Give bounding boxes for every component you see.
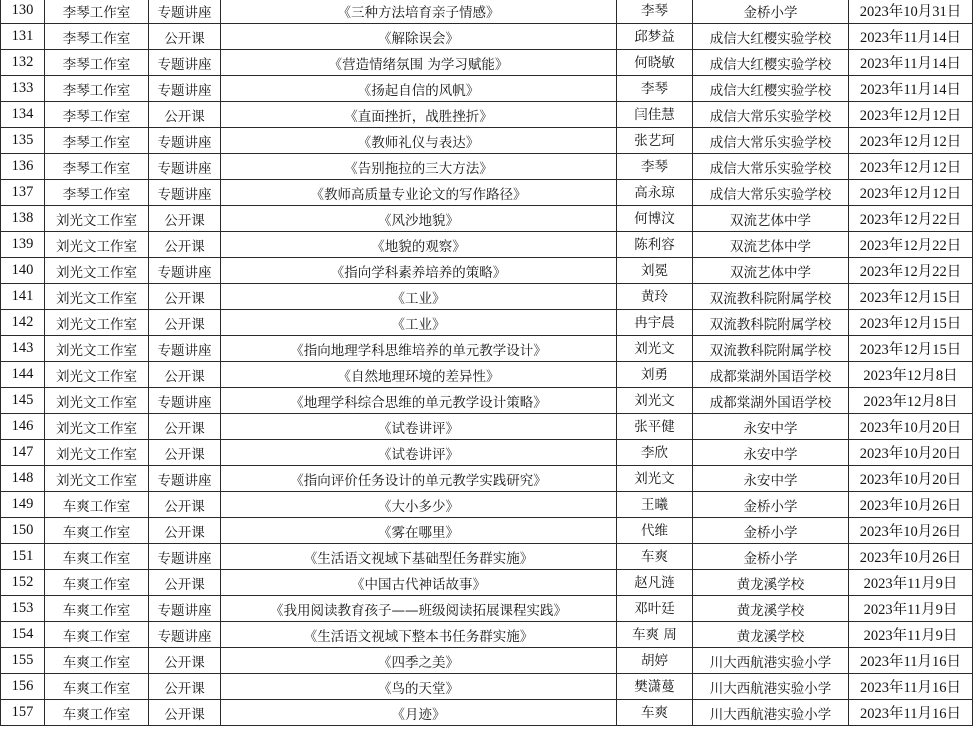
studio-cell: 刘光文工作室: [45, 440, 149, 466]
table-row: [1, 284, 973, 310]
teacher-cell: [617, 336, 693, 362]
teacher-cell: [617, 24, 693, 50]
date-cell: 2023年12月15日: [849, 336, 973, 362]
school-cell: 成信大常乐实验学校: [693, 154, 849, 180]
activity-type-cell: 公开课: [149, 206, 221, 232]
date-cell: 2023年11月14日: [849, 50, 973, 76]
teacher-cell-text: 冉宇晨: [634, 314, 675, 331]
table-row: [1, 76, 973, 102]
table-row: [1, 258, 973, 284]
teacher-cell-text: 胡婷: [641, 652, 668, 669]
title-cell: 《生活语文视域下基础型任务群实施》: [221, 544, 617, 570]
studio-cell: 李琴工作室: [45, 50, 149, 76]
date-cell: 2023年10月26日: [849, 518, 973, 544]
studio-cell: 李琴工作室: [45, 154, 149, 180]
date-cell: 2023年11月16日: [849, 674, 973, 700]
teacher-cell: [617, 674, 693, 700]
activity-type-cell: 专题讲座: [149, 622, 221, 648]
activity-type-cell: 公开课: [149, 674, 221, 700]
row-number: 153: [1, 596, 45, 622]
title-cell: 《月迹》: [221, 700, 617, 726]
teacher-cell-text: 刘勇: [641, 366, 668, 383]
activity-type-cell: 公开课: [149, 310, 221, 336]
school-cell: 成信大红樱实验学校: [693, 24, 849, 50]
date-cell: 2023年11月9日: [849, 596, 973, 622]
activity-type-cell: 公开课: [149, 648, 221, 674]
studio-cell: 刘光文工作室: [45, 310, 149, 336]
activity-type-cell: 公开课: [149, 284, 221, 310]
title-cell: 《营造情绪氛围 为学习赋能》: [221, 50, 617, 76]
date-cell: 2023年10月26日: [849, 544, 973, 570]
title-cell: 《工业》: [221, 284, 617, 310]
row-number: 139: [1, 232, 45, 258]
title-cell: 《试卷讲评》: [221, 440, 617, 466]
teacher-cell: [617, 362, 693, 388]
teacher-cell: [617, 206, 693, 232]
date-cell: 2023年12月12日: [849, 180, 973, 206]
row-number: 147: [1, 440, 45, 466]
title-cell: 《直面挫折，战胜挫折》: [221, 102, 617, 128]
row-number: 136: [1, 154, 45, 180]
title-cell: 《指向评价任务设计的单元教学实践研究》: [221, 466, 617, 492]
table-row: [1, 700, 973, 726]
activity-type-cell: 专题讲座: [149, 544, 221, 570]
activity-type-cell: 专题讲座: [149, 336, 221, 362]
teacher-cell-text: 樊潇蔓: [634, 678, 675, 695]
studio-cell: 李琴工作室: [45, 76, 149, 102]
studio-cell: 车爽工作室: [45, 622, 149, 648]
title-cell: 《雾在哪里》: [221, 518, 617, 544]
table-body: [1, 0, 973, 726]
teacher-cell-text: 李琴: [641, 158, 668, 175]
teacher-cell-text: 赵凡涟: [634, 574, 675, 591]
table-row: [1, 440, 973, 466]
activity-type-cell: 专题讲座: [149, 128, 221, 154]
teacher-cell: [617, 0, 693, 24]
title-cell: 《解除误会》: [221, 24, 617, 50]
school-cell: 成信大常乐实验学校: [693, 128, 849, 154]
activity-type-cell: 专题讲座: [149, 388, 221, 414]
teacher-cell-text: 张平健: [634, 418, 675, 435]
studio-cell: 李琴工作室: [45, 128, 149, 154]
studio-cell: 刘光文工作室: [45, 284, 149, 310]
table-row: [1, 24, 973, 50]
table-row: [1, 336, 973, 362]
school-cell: 成信大红樱实验学校: [693, 76, 849, 102]
row-number: 142: [1, 310, 45, 336]
table-row: [1, 206, 973, 232]
teacher-cell-text: 何晓敏: [634, 54, 675, 71]
school-cell: 黄龙溪学校: [693, 622, 849, 648]
school-cell: 双流教科院附属学校: [693, 310, 849, 336]
title-cell: 《教师高质量专业论文的写作路径》: [221, 180, 617, 206]
teacher-cell: [617, 544, 693, 570]
table-row: [1, 492, 973, 518]
title-cell: 《指向学科素养培养的策略》: [221, 258, 617, 284]
studio-cell: 车爽工作室: [45, 570, 149, 596]
title-cell: 《生活语文视域下整本书任务群实施》: [221, 622, 617, 648]
teacher-cell-text: 黄玲: [641, 288, 668, 305]
table-row: [1, 0, 973, 24]
table-row: [1, 232, 973, 258]
teacher-cell: [617, 258, 693, 284]
teacher-cell-text: 张艺珂: [634, 132, 675, 149]
school-cell: 金桥小学: [693, 492, 849, 518]
teacher-cell: [617, 570, 693, 596]
title-cell: 《大小多少》: [221, 492, 617, 518]
school-cell: 永安中学: [693, 466, 849, 492]
teacher-cell: [617, 50, 693, 76]
date-cell: 2023年12月8日: [849, 362, 973, 388]
title-cell: 《扬起自信的风帆》: [221, 76, 617, 102]
teacher-cell-text: 陈利容: [634, 236, 675, 253]
school-cell: 成信大常乐实验学校: [693, 180, 849, 206]
school-cell: 黄龙溪学校: [693, 570, 849, 596]
activity-type-cell: 专题讲座: [149, 50, 221, 76]
title-cell: 《地貌的观察》: [221, 232, 617, 258]
row-number: 144: [1, 362, 45, 388]
table-row: [1, 154, 973, 180]
date-cell: 2023年12月22日: [849, 258, 973, 284]
activity-type-cell: 公开课: [149, 440, 221, 466]
activity-type-cell: 公开课: [149, 570, 221, 596]
table-row: [1, 128, 973, 154]
teacher-cell: [617, 648, 693, 674]
teacher-cell: [617, 232, 693, 258]
activity-type-cell: 专题讲座: [149, 154, 221, 180]
title-cell: 《指向地理学科思维培养的单元教学设计》: [221, 336, 617, 362]
teacher-cell-text: 代维: [641, 522, 668, 539]
teacher-cell-text: 车爽 周: [632, 626, 677, 643]
studio-cell: 车爽工作室: [45, 544, 149, 570]
row-number: 134: [1, 102, 45, 128]
date-cell: 2023年10月31日: [849, 0, 973, 24]
school-cell: 黄龙溪学校: [693, 596, 849, 622]
date-cell: 2023年11月16日: [849, 700, 973, 726]
row-number: 152: [1, 570, 45, 596]
school-cell: 川大西航港实验小学: [693, 700, 849, 726]
studio-cell: 李琴工作室: [45, 24, 149, 50]
school-cell: 川大西航港实验小学: [693, 648, 849, 674]
studio-cell: 刘光文工作室: [45, 362, 149, 388]
title-cell: 《工业》: [221, 310, 617, 336]
teacher-cell: [617, 310, 693, 336]
row-number: 148: [1, 466, 45, 492]
row-number: 143: [1, 336, 45, 362]
teacher-cell-text: 刘光文: [634, 340, 675, 357]
studio-cell: 刘光文工作室: [45, 466, 149, 492]
studio-cell: 刘光文工作室: [45, 232, 149, 258]
date-cell: 2023年10月20日: [849, 440, 973, 466]
table-row: [1, 596, 973, 622]
table-row: [1, 414, 973, 440]
teacher-cell: [617, 700, 693, 726]
title-cell: 《试卷讲评》: [221, 414, 617, 440]
row-number: 151: [1, 544, 45, 570]
date-cell: 2023年12月22日: [849, 206, 973, 232]
studio-cell: 车爽工作室: [45, 518, 149, 544]
date-cell: 2023年12月22日: [849, 232, 973, 258]
date-cell: 2023年10月26日: [849, 492, 973, 518]
title-cell: 《地理学科综合思维的单元教学设计策略》: [221, 388, 617, 414]
teacher-cell-text: 王曦: [641, 496, 668, 513]
date-cell: 2023年10月20日: [849, 414, 973, 440]
school-cell: 双流艺体中学: [693, 232, 849, 258]
table-row: [1, 50, 973, 76]
teacher-cell-text: 邱梦益: [634, 28, 675, 45]
school-cell: 双流艺体中学: [693, 206, 849, 232]
date-cell: 2023年12月15日: [849, 284, 973, 310]
title-cell: 《鸟的天堂》: [221, 674, 617, 700]
teacher-cell: [617, 414, 693, 440]
studio-cell: 车爽工作室: [45, 648, 149, 674]
activity-type-cell: 公开课: [149, 24, 221, 50]
row-number: 155: [1, 648, 45, 674]
activity-type-cell: 公开课: [149, 414, 221, 440]
title-cell: 《教师礼仪与表达》: [221, 128, 617, 154]
table-row: [1, 518, 973, 544]
school-cell: 双流艺体中学: [693, 258, 849, 284]
row-number: 157: [1, 700, 45, 726]
row-number: 138: [1, 206, 45, 232]
activity-type-cell: 公开课: [149, 700, 221, 726]
teacher-cell-text: 车爽: [641, 704, 668, 721]
teacher-cell-text: 李欣: [641, 444, 668, 461]
row-number: 145: [1, 388, 45, 414]
row-number: 146: [1, 414, 45, 440]
activity-type-cell: 公开课: [149, 492, 221, 518]
row-number: 135: [1, 128, 45, 154]
row-number: 132: [1, 50, 45, 76]
school-cell: 川大西航港实验小学: [693, 674, 849, 700]
table-row: [1, 362, 973, 388]
date-cell: 2023年11月9日: [849, 622, 973, 648]
school-cell: 永安中学: [693, 414, 849, 440]
date-cell: 2023年11月14日: [849, 76, 973, 102]
studio-cell: 刘光文工作室: [45, 336, 149, 362]
title-cell: 《风沙地貌》: [221, 206, 617, 232]
studio-cell: 李琴工作室: [45, 102, 149, 128]
teacher-cell: [617, 154, 693, 180]
teacher-cell-text: 邓叶廷: [634, 600, 675, 617]
studio-cell: 李琴工作室: [45, 180, 149, 206]
teacher-cell: [617, 76, 693, 102]
teacher-cell-text: 刘冕: [641, 262, 668, 279]
title-cell: 《告别拖拉的三大方法》: [221, 154, 617, 180]
school-cell: 成都棠湖外国语学校: [693, 362, 849, 388]
activity-type-cell: 公开课: [149, 102, 221, 128]
school-cell: 永安中学: [693, 440, 849, 466]
date-cell: 2023年12月15日: [849, 310, 973, 336]
row-number: 150: [1, 518, 45, 544]
activity-type-cell: 专题讲座: [149, 258, 221, 284]
row-number: 156: [1, 674, 45, 700]
table-row: [1, 674, 973, 700]
teacher-cell-text: 刘光文: [634, 470, 675, 487]
teacher-cell-text: 车爽: [641, 548, 668, 565]
table-row: [1, 648, 973, 674]
date-cell: 2023年11月9日: [849, 570, 973, 596]
school-cell: 双流教科院附属学校: [693, 336, 849, 362]
row-number: 130: [1, 0, 45, 24]
studio-cell: 李琴工作室: [45, 0, 149, 24]
teacher-cell-text: 李琴: [641, 80, 668, 97]
studio-cell: 车爽工作室: [45, 596, 149, 622]
activity-type-cell: 公开课: [149, 362, 221, 388]
school-cell: 金桥小学: [693, 0, 849, 24]
studio-cell: 车爽工作室: [45, 492, 149, 518]
row-number: 141: [1, 284, 45, 310]
table-row: [1, 544, 973, 570]
teacher-cell-text: 李琴: [641, 2, 668, 19]
teacher-cell: [617, 492, 693, 518]
table-row: [1, 102, 973, 128]
table-row: [1, 310, 973, 336]
activity-type-cell: 公开课: [149, 518, 221, 544]
studio-cell: 刘光文工作室: [45, 388, 149, 414]
activity-type-cell: 公开课: [149, 232, 221, 258]
teacher-cell-text: 闫佳慧: [634, 106, 675, 123]
school-cell: 金桥小学: [693, 544, 849, 570]
table-row: [1, 388, 973, 414]
studio-cell: 车爽工作室: [45, 700, 149, 726]
table-row: [1, 570, 973, 596]
teacher-cell-text: 高永琼: [634, 184, 675, 201]
teacher-cell: [617, 102, 693, 128]
date-cell: 2023年11月16日: [849, 648, 973, 674]
row-number: 140: [1, 258, 45, 284]
row-number: 131: [1, 24, 45, 50]
title-cell: 《中国古代神话故事》: [221, 570, 617, 596]
activity-type-cell: 专题讲座: [149, 180, 221, 206]
activity-type-cell: 专题讲座: [149, 0, 221, 24]
studio-cell: 车爽工作室: [45, 674, 149, 700]
table-row: [1, 180, 973, 206]
date-cell: 2023年12月12日: [849, 154, 973, 180]
teacher-cell: [617, 440, 693, 466]
teacher-cell: [617, 518, 693, 544]
studio-cell: 刘光文工作室: [45, 414, 149, 440]
row-number: 133: [1, 76, 45, 102]
teacher-cell-text: 何博汶: [634, 210, 675, 227]
studio-cell: 刘光文工作室: [45, 258, 149, 284]
teacher-cell: [617, 466, 693, 492]
table-row: [1, 622, 973, 648]
row-number: 154: [1, 622, 45, 648]
teacher-cell: [617, 622, 693, 648]
date-cell: 2023年11月14日: [849, 24, 973, 50]
school-cell: 金桥小学: [693, 518, 849, 544]
teacher-cell: [617, 388, 693, 414]
teacher-cell-text: 刘光文: [634, 392, 675, 409]
school-cell: 成都棠湖外国语学校: [693, 388, 849, 414]
title-cell: 《我用阅读教育孩子——班级阅读拓展课程实践》: [221, 596, 617, 622]
teacher-cell: [617, 284, 693, 310]
activity-type-cell: 专题讲座: [149, 466, 221, 492]
teacher-cell: [617, 128, 693, 154]
row-number: 137: [1, 180, 45, 206]
title-cell: 《三种方法培育亲子情感》: [221, 0, 617, 24]
activity-type-cell: 专题讲座: [149, 596, 221, 622]
date-cell: 2023年12月12日: [849, 102, 973, 128]
date-cell: 2023年10月20日: [849, 466, 973, 492]
row-number: 149: [1, 492, 45, 518]
date-cell: 2023年12月8日: [849, 388, 973, 414]
teacher-cell: [617, 180, 693, 206]
school-cell: 成信大常乐实验学校: [693, 102, 849, 128]
date-cell: 2023年12月12日: [849, 128, 973, 154]
school-cell: 成信大红樱实验学校: [693, 50, 849, 76]
activity-type-cell: 专题讲座: [149, 76, 221, 102]
table-row: [1, 466, 973, 492]
school-cell: 双流教科院附属学校: [693, 284, 849, 310]
title-cell: 《自然地理环境的差异性》: [221, 362, 617, 388]
title-cell: 《四季之美》: [221, 648, 617, 674]
studio-cell: 刘光文工作室: [45, 206, 149, 232]
teacher-cell: [617, 596, 693, 622]
